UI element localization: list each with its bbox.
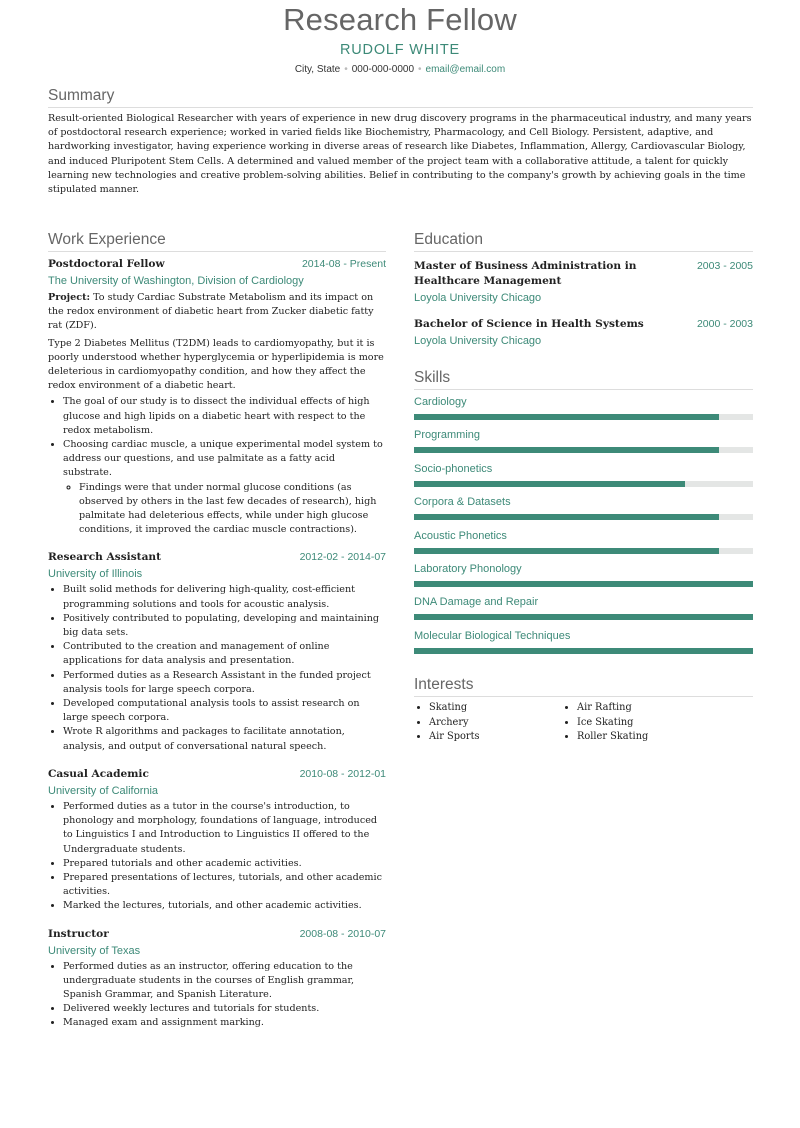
skill-item <box>414 428 753 456</box>
list-item <box>63 438 386 537</box>
job-bullets <box>48 960 386 1031</box>
list-item: • The goal of our study is to dissect the individual effects of high glucose and high lipids on a diabetic heart with respect to the redox metabolism. <box>63 395 386 438</box>
skills-list <box>414 395 753 657</box>
job-date: 2014-08 - Present <box>301 258 386 270</box>
skill-bar <box>414 548 753 554</box>
location: City, State <box>294 64 341 75</box>
summary-heading: Summary <box>48 86 753 108</box>
job-entry <box>48 928 386 1031</box>
summary-section <box>48 86 753 197</box>
job-bullets <box>48 583 386 753</box>
list-item: • Delivered weekly lectures and tutorials for students. <box>63 1002 386 1016</box>
list-item: • Built solid methods for delivering high-quality, cost-efficient programming solutions and tools for acoustic analysis. <box>63 583 386 611</box>
interests-heading: Interests <box>414 675 753 697</box>
job-title: Postdoctoral Fellow <box>48 258 165 270</box>
skill-bar <box>414 414 753 420</box>
interests-column <box>562 701 710 744</box>
list-item-text: Choosing cardiac muscle, a unique experimental model system to address our questions, and use palmitate as a fatty acid substrate. <box>63 439 383 479</box>
list-item: • Ice Skating <box>577 716 710 730</box>
list-item: • Prepared tutorials and other academic activities. <box>63 857 386 871</box>
skill-bar-fill <box>414 481 685 487</box>
list-item: ◦ Findings were that under normal glucose conditions (as observed by others in the last few decades of research), high palmitate had deleterious effects, while under high glucose conditions, it improved the cardiac muscle contractions). <box>79 481 386 538</box>
skill-name: Corpora & Datasets <box>414 496 511 509</box>
interests-column <box>414 701 562 744</box>
job-paragraph: Type 2 Diabetes Mellitus (T2DM) leads to cardiomyopathy, but it is poorly understood whether hyperglycemia or hyperlipidemia is more deleterious in cardiomyopathy condition, and how they affect the redox environment of a diabetic heart. <box>48 337 384 392</box>
list-item: • Performed duties as a Research Assistant in the funded project analysis tools for large speech corpora. <box>63 669 386 697</box>
work-experience-section <box>48 230 386 1031</box>
job-organization: The University of Washington, Division of Cardiology <box>48 275 304 287</box>
education-date: 2000 - 2003 <box>696 318 753 330</box>
skill-item <box>414 495 753 523</box>
skill-bar <box>414 514 753 520</box>
skills-heading: Skills <box>414 368 753 390</box>
list-item: • Managed exam and assignment marking. <box>63 1016 386 1030</box>
skill-bar <box>414 447 753 453</box>
phone: 000-000-0000 <box>351 64 415 75</box>
skill-bar-fill <box>414 447 719 453</box>
list-item: • Roller Skating <box>577 730 710 744</box>
candidate-name: RUDOLF WHITE <box>340 42 460 58</box>
skill-bar <box>414 481 753 487</box>
list-item: • Air Rafting <box>577 701 710 715</box>
skill-bar <box>414 581 753 587</box>
degree-title: Master of Business Administration in Healthcare Management <box>414 260 637 287</box>
list-item: • Marked the lectures, tutorials, and other academic activities. <box>63 899 386 913</box>
skill-item <box>414 629 753 657</box>
skill-name: Laboratory Phonology <box>414 562 522 575</box>
list-item: • Positively contributed to populating, developing and maintaining big data sets. <box>63 612 386 640</box>
separator-dot-icon: • <box>418 64 422 75</box>
list-item: • Prepared presentations of lectures, tutorials, and other academic activities. <box>63 871 386 899</box>
skill-bar <box>414 648 753 654</box>
skill-bar-fill <box>414 414 719 420</box>
skill-bar-fill <box>414 581 753 587</box>
skill-name: Acoustic Phonetics <box>414 529 507 542</box>
job-title: Casual Academic <box>48 767 149 780</box>
skill-bar-fill <box>414 548 719 554</box>
contact-line <box>0 62 800 78</box>
job-organization: University of Illinois <box>48 568 143 581</box>
job-sub-bullets <box>63 481 386 538</box>
degree-title: Bachelor of Science in Health Systems <box>414 318 644 330</box>
education-entry <box>414 259 753 305</box>
skill-name: DNA Damage and Repair <box>414 596 539 609</box>
list-item: • Contributed to the creation and management of online applications for data analysis and presentation. <box>63 640 386 668</box>
skill-item <box>414 529 753 557</box>
job-organization: University of California <box>48 784 159 797</box>
job-entry <box>48 768 386 914</box>
skill-bar-fill <box>414 514 719 520</box>
education-school: Loyola University Chicago <box>414 335 542 347</box>
skill-bar-fill <box>414 648 753 654</box>
job-bullets <box>48 800 386 914</box>
education-school: Loyola University Chicago <box>414 292 542 304</box>
work-experience-heading: Work Experience <box>48 230 386 252</box>
list-item: • Archery <box>429 716 562 730</box>
job-organization: University of Texas <box>48 944 141 957</box>
project-text: To study Cardiac Substrate Metabolism and its impact on the redox environment of diabetic heart from Zucker diabetic fatty rat (ZDF). <box>48 292 374 332</box>
list-item: • Wrote R algorithms and packages to facilitate annotation, analysis, and output of conversational natural speech. <box>63 725 386 753</box>
skill-name: Socio-phonetics <box>414 462 493 475</box>
skill-bar <box>414 614 753 620</box>
skill-item <box>414 595 753 623</box>
right-column <box>414 230 753 744</box>
job-title-heading: Research Fellow <box>283 2 517 37</box>
list-item: • Skating <box>429 701 562 715</box>
skill-name: Molecular Biological Techniques <box>414 629 571 642</box>
separator-dot-icon: • <box>344 64 348 75</box>
job-date: 2010-08 - 2012-01 <box>299 767 386 780</box>
email-link[interactable]: email@email.com <box>425 64 506 75</box>
list-item: • Performed duties as a tutor in the course's introduction, to phonology and morphology, foundations of language, introduced to Linguistics I and Introduction to Linguistics II offered to the Undergraduate students. <box>63 800 386 857</box>
job-title: Instructor <box>48 927 109 940</box>
education-entry <box>414 317 753 348</box>
job-title: Research Assistant <box>48 551 162 564</box>
job-bullets <box>48 395 386 537</box>
skill-item <box>414 395 753 423</box>
skill-bar-fill <box>414 614 753 620</box>
job-date: 2012-02 - 2014-07 <box>299 551 386 564</box>
skill-item <box>414 562 753 590</box>
skill-name: Programming <box>414 429 481 442</box>
job-date: 2008-08 - 2010-07 <box>299 927 386 940</box>
job-entry <box>48 258 386 537</box>
list-item: • Performed duties as an instructor, offering education to the undergraduate students in the courses of English grammar, Spanish Grammar, and Spanish Literature. <box>63 960 386 1003</box>
job-entry <box>48 551 386 753</box>
job-project <box>48 291 386 334</box>
skill-name: Cardiology <box>414 396 467 408</box>
summary-text: Result-oriented Biological Researcher with years of experience in new drug discovery programs in the pharmaceutical industry, and many years of postdoctoral research experience; worked in varied fields like Biochemistry, Pharmacology, and Cell Biology. Persistent, adaptive, and hardworking investigator, having experience working in diverse areas of research like Diabetes, Inflammation, Allergy, Cardiovascular Biology, and induced Pluripotent Stem Cells. A determined and valued member of the project team with a collaborative attitude, a talent for quickly learning new technologies and creative problem-solving abilities. Belief in contributing to the company's growth by achieving goals in the time stipulated manner. <box>48 113 752 196</box>
skill-item <box>414 462 753 490</box>
resume-header <box>0 0 800 78</box>
education-date: 2003 - 2005 <box>696 260 753 272</box>
list-item: • Developed computational analysis tools to assist research on large speech corpora. <box>63 697 386 725</box>
interests-list <box>414 701 753 744</box>
project-label: Project: <box>48 292 91 303</box>
education-heading: Education <box>414 230 753 252</box>
list-item: • Air Sports <box>429 730 562 744</box>
